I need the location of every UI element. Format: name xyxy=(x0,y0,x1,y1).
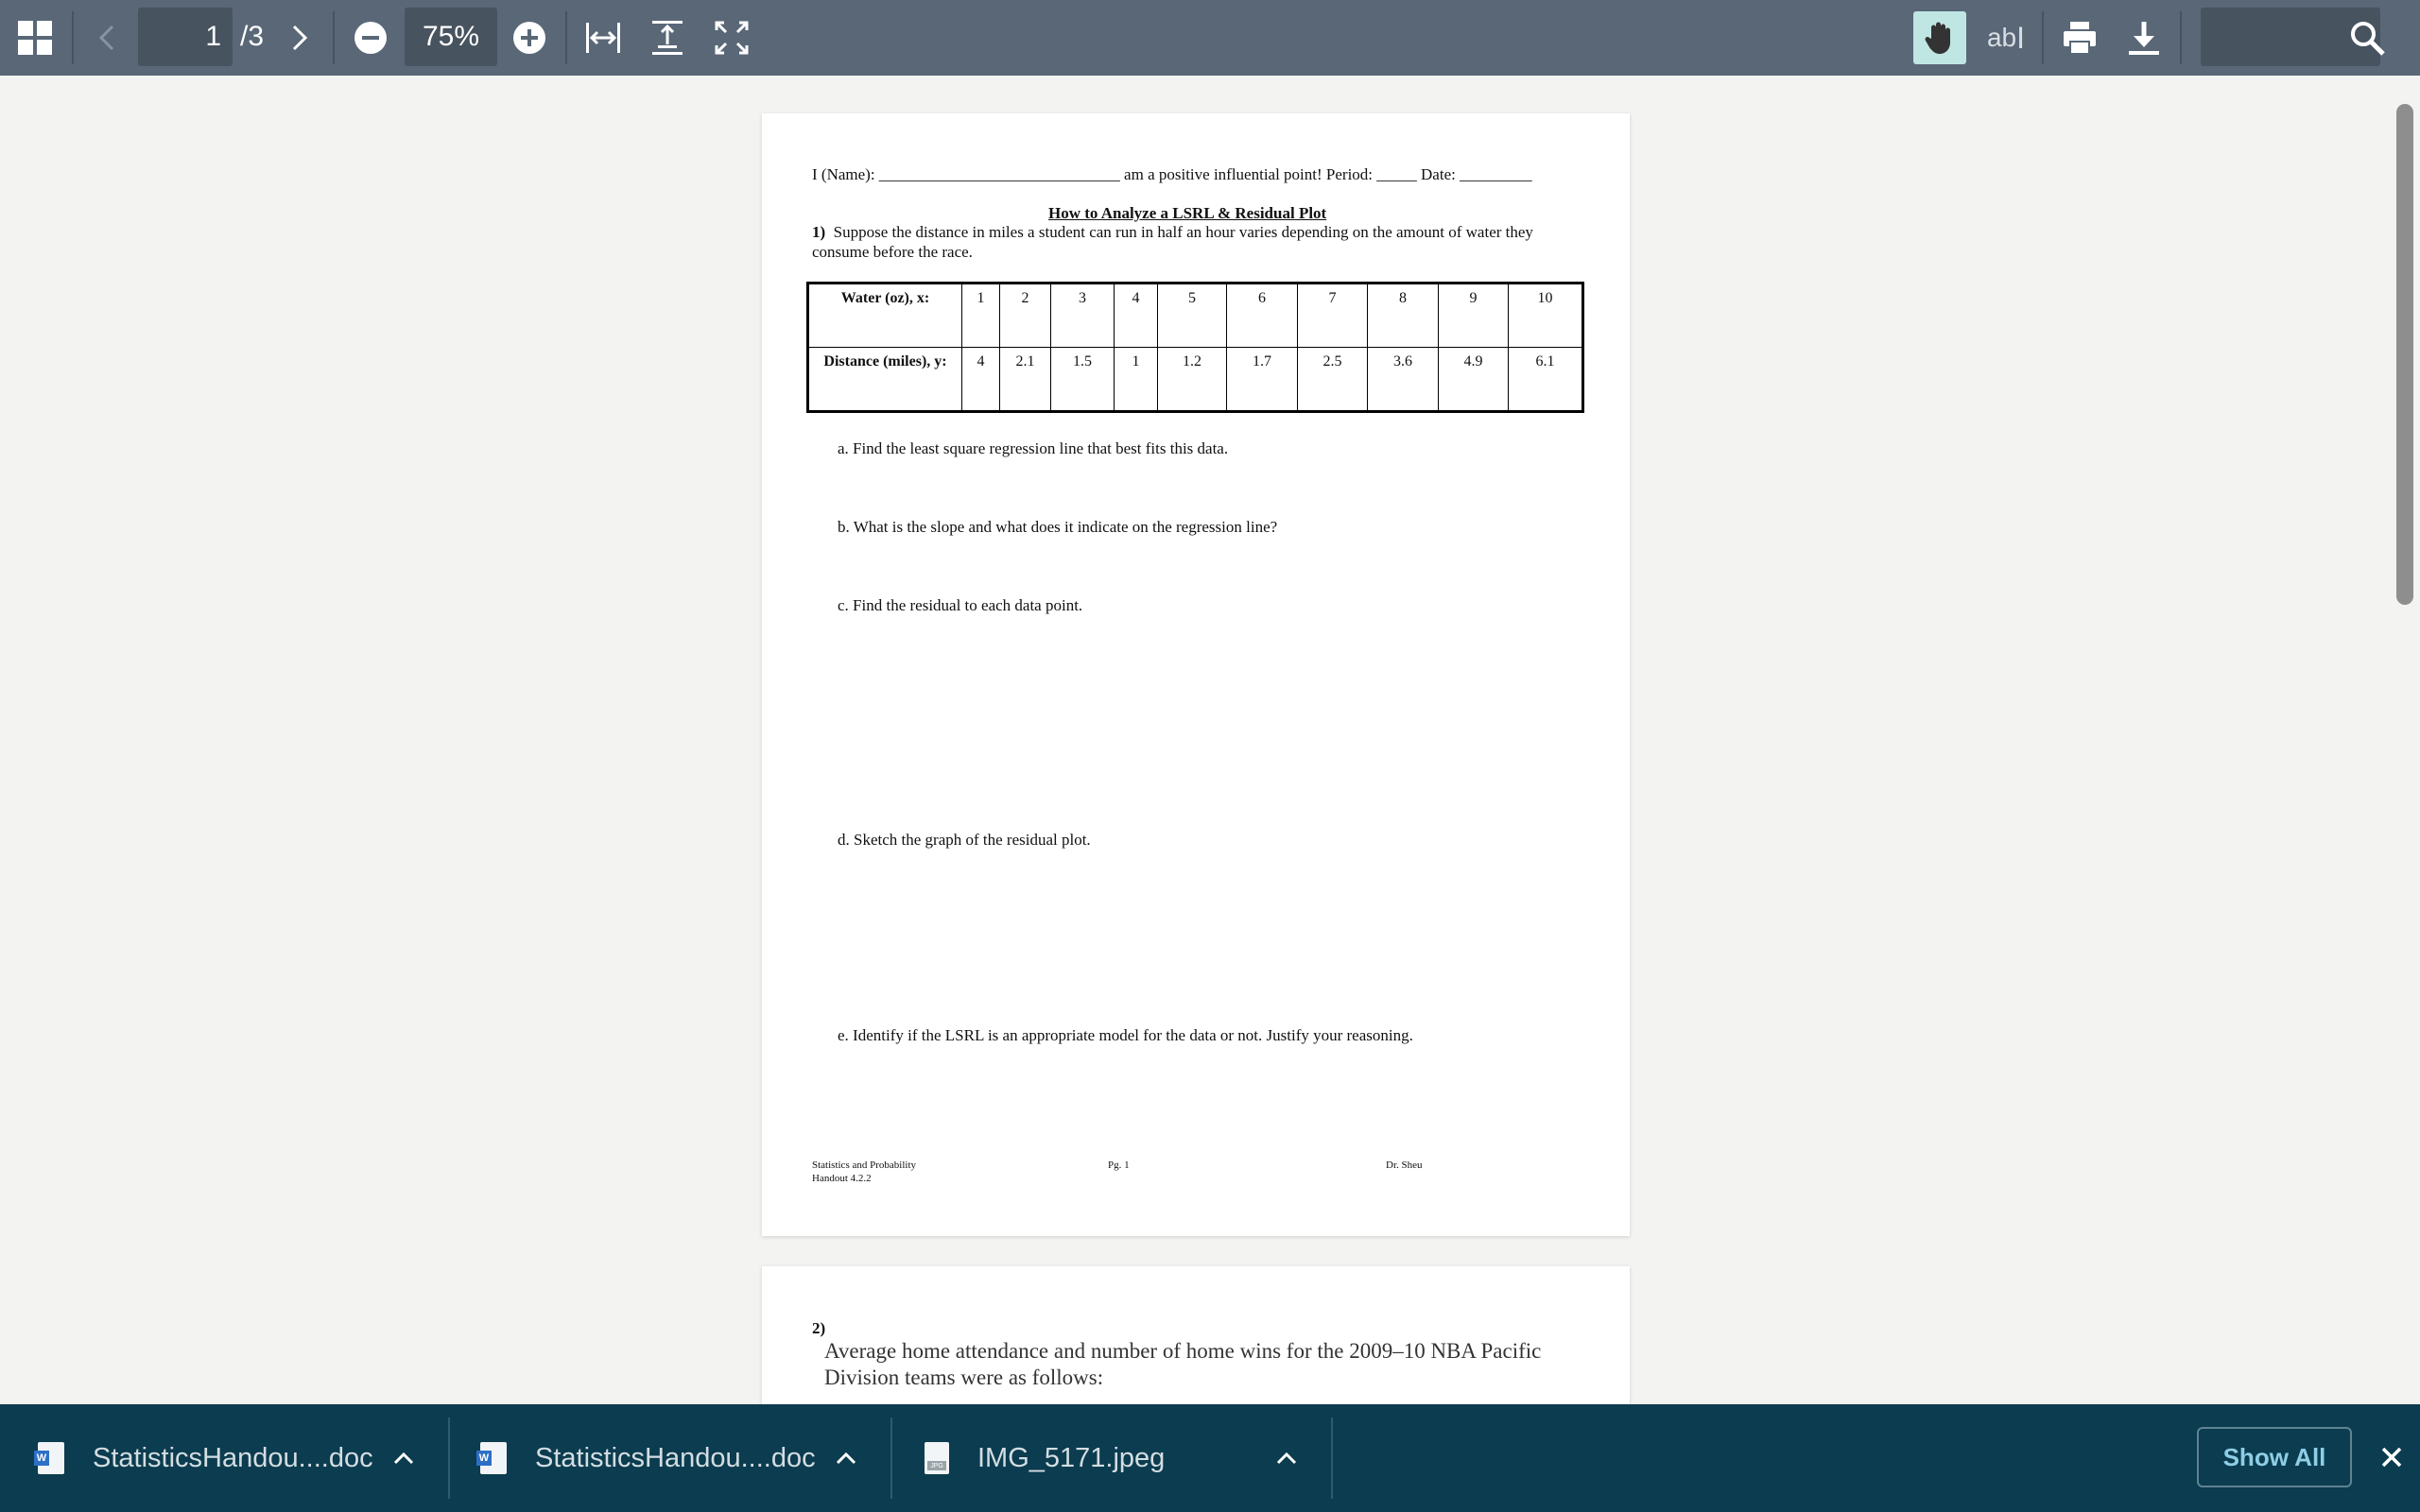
table-row-water xyxy=(808,284,1583,348)
download-filename: StatisticsHandou....doc xyxy=(535,1442,816,1473)
word-doc-icon: W xyxy=(480,1442,507,1474)
table-cell: 2.1 xyxy=(1000,348,1051,412)
name-line: I (Name): ______________________________ am a positive influential point! Period: _____ Date: _________ xyxy=(812,165,1532,183)
footer-course: Statistics and Probability xyxy=(812,1160,916,1171)
toolbar-divider xyxy=(72,11,74,64)
chevron-up-icon[interactable] xyxy=(1270,1442,1303,1474)
table-header-distance: Distance (miles), y: xyxy=(808,348,962,412)
fullscreen-icon[interactable] xyxy=(711,17,752,59)
table-cell: 1.5 xyxy=(1051,348,1115,412)
scanned-line-1: Average home attendance and number of home wins for the 2009–10 NBA Pacific xyxy=(824,1339,1542,1363)
table-row-distance xyxy=(808,348,1583,412)
pdf-page-1 xyxy=(762,113,1630,1236)
scanned-line-2: Division teams were as follows: xyxy=(824,1366,1104,1389)
question-a: a. Find the least square regression line that best fits this data. xyxy=(838,439,1229,457)
download-filename: IMG_5171.jpeg xyxy=(977,1442,1166,1473)
table-header-water: Water (oz), x: xyxy=(808,284,962,348)
question-d: d. Sketch the graph of the residual plot. xyxy=(838,831,1091,849)
zoom-in-icon[interactable] xyxy=(510,19,548,57)
show-all-button[interactable]: Show All xyxy=(2197,1427,2352,1487)
footer-author: Dr. Sheu xyxy=(1386,1160,1423,1171)
text-select-icon[interactable] xyxy=(1981,19,2031,57)
table-cell: 9 xyxy=(1439,284,1509,348)
table-cell: 1 xyxy=(962,284,1000,348)
zoom-level-input[interactable]: 75% xyxy=(405,8,497,66)
download-icon[interactable] xyxy=(2123,17,2165,59)
document-viewer[interactable] xyxy=(0,76,2420,1404)
fit-width-icon[interactable] xyxy=(582,17,624,59)
toolbar-divider xyxy=(333,11,335,64)
download-item-1[interactable] xyxy=(38,1404,373,1512)
pdf-page-2 xyxy=(762,1266,1630,1404)
pdf-toolbar xyxy=(0,0,2420,76)
scrollbar-thumb[interactable] xyxy=(2396,104,2413,605)
chevron-left-icon[interactable] xyxy=(93,21,121,55)
table-cell: 8 xyxy=(1368,284,1439,348)
footer-handout: Handout 4.2.2 xyxy=(812,1173,872,1184)
table-cell: 1 xyxy=(1115,348,1158,412)
chevron-up-icon[interactable] xyxy=(388,1442,420,1474)
table-cell: 2.5 xyxy=(1298,348,1368,412)
question-c: c. Find the residual to each data point. xyxy=(838,596,1083,614)
toolbar-divider xyxy=(2042,11,2044,64)
fit-height-icon[interactable] xyxy=(647,17,688,59)
chevron-up-icon[interactable] xyxy=(830,1442,862,1474)
table-cell: 7 xyxy=(1298,284,1368,348)
table-cell: 4.9 xyxy=(1439,348,1509,412)
data-table xyxy=(806,282,1584,413)
downloads-bar xyxy=(0,1404,2420,1512)
table-cell: 6.1 xyxy=(1509,348,1583,412)
page-number-input[interactable]: 1 xyxy=(138,8,233,66)
download-item-3[interactable] xyxy=(925,1404,1165,1512)
table-cell: 1.2 xyxy=(1158,348,1227,412)
question-1-line-2: consume before the race. xyxy=(812,243,973,261)
image-file-icon: JPG xyxy=(925,1442,949,1474)
question-1-number: 1) xyxy=(812,223,826,241)
question-2-number: 2) xyxy=(812,1319,826,1337)
toolbar-divider xyxy=(2180,11,2182,64)
close-icon[interactable] xyxy=(2373,1438,2411,1476)
download-divider xyxy=(890,1418,892,1499)
footer-page-number: Pg. 1 xyxy=(1108,1160,1130,1171)
text-cursor-glyph: I xyxy=(2016,20,2026,55)
table-cell: 4 xyxy=(962,348,1000,412)
table-cell: 3 xyxy=(1051,284,1115,348)
table-cell: 10 xyxy=(1509,284,1583,348)
table-cell: 2 xyxy=(1000,284,1051,348)
handout-title: How to Analyze a LSRL & Residual Plot xyxy=(1048,204,1327,222)
question-1-line-1 xyxy=(812,223,1533,242)
thumbnails-grid-icon[interactable] xyxy=(13,17,57,59)
download-filename: StatisticsHandou....doc xyxy=(93,1442,373,1473)
download-item-2[interactable] xyxy=(480,1404,816,1512)
search-icon[interactable] xyxy=(2346,17,2388,59)
zoom-out-icon[interactable] xyxy=(352,19,389,57)
text-select-glyph: ab xyxy=(1986,23,2017,52)
word-doc-icon: W xyxy=(38,1442,64,1474)
print-icon[interactable] xyxy=(2059,17,2100,59)
scanned-text xyxy=(824,1338,1541,1391)
table-cell: 4 xyxy=(1115,284,1158,348)
question-b: b. What is the slope and what does it indicate on the regression line? xyxy=(838,518,1278,536)
question-e: e. Identify if the LSRL is an appropriate model for the data or not. Justify your reasoning. xyxy=(838,1026,1413,1044)
table-cell: 5 xyxy=(1158,284,1227,348)
toolbar-divider xyxy=(565,11,567,64)
footer-left xyxy=(812,1159,916,1185)
table-cell: 1.7 xyxy=(1227,348,1298,412)
table-cell: 6 xyxy=(1227,284,1298,348)
chevron-right-icon[interactable] xyxy=(285,21,314,55)
table-cell: 3.6 xyxy=(1368,348,1439,412)
download-divider xyxy=(448,1418,450,1499)
page-total: /3 xyxy=(240,21,265,52)
hand-tool-icon[interactable] xyxy=(1913,11,1966,64)
question-1-text: Suppose the distance in miles a student can run in half an hour varies depending on the amount of water they xyxy=(833,223,1533,241)
download-divider xyxy=(1331,1418,1333,1499)
